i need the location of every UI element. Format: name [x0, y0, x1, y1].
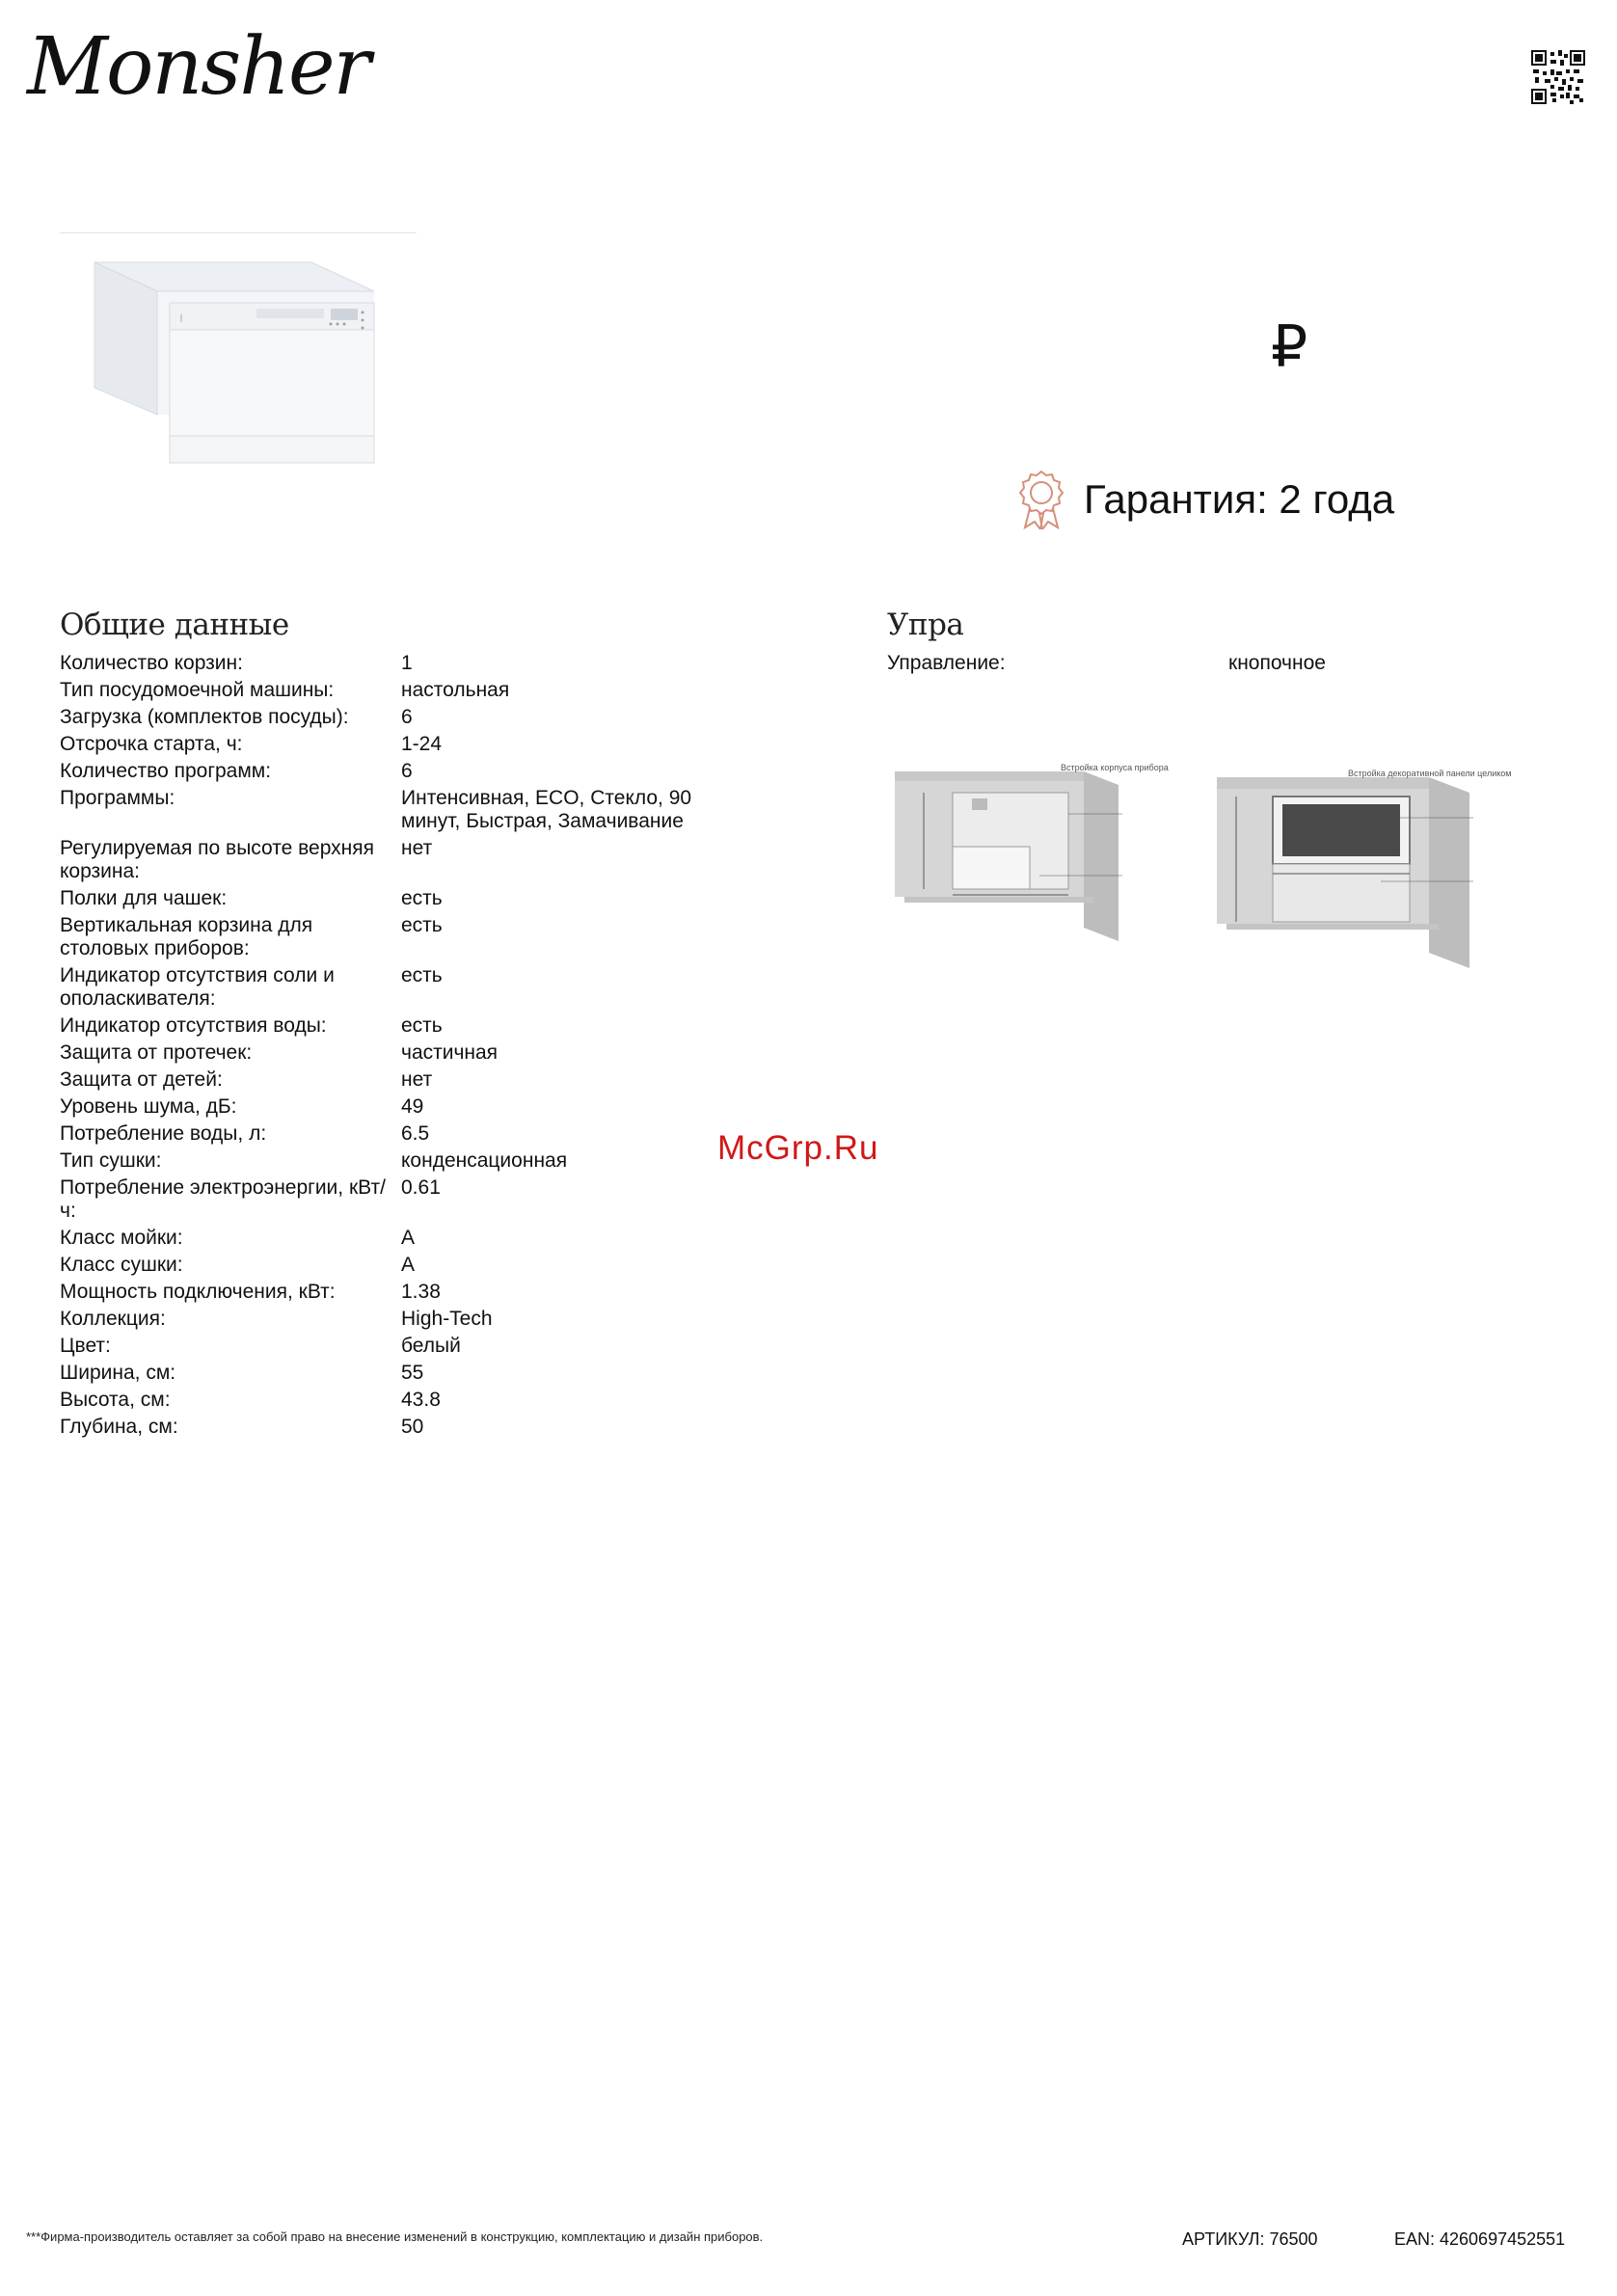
spec-value: 6 — [401, 706, 413, 728]
installation-diagram-panel — [1217, 770, 1545, 968]
spec-value: 55 — [401, 1362, 424, 1384]
spec-row — [60, 1227, 735, 1250]
spec-label: Класс мойки: — [60, 1227, 183, 1249]
spec-label: Потребление воды, л: — [60, 1122, 267, 1145]
spec-label: Высота, см: — [60, 1389, 171, 1411]
spec-label: Тип посудомоечной машины: — [60, 679, 335, 701]
spec-row — [60, 1014, 735, 1038]
spec-value: частичная — [401, 1041, 499, 1064]
price-currency-symbol: ₽ — [1271, 314, 1308, 379]
spec-label: Цвет: — [60, 1335, 111, 1357]
control-specs-table — [887, 652, 1562, 679]
photo-top-divider — [60, 232, 417, 233]
spec-row — [60, 1068, 735, 1092]
control-section-title: Упра — [887, 608, 964, 642]
control-spec-label: Управление: — [887, 652, 1006, 674]
spec-label: Тип сушки: — [60, 1149, 162, 1172]
spec-value: 1.38 — [401, 1281, 441, 1303]
product-photo — [85, 253, 393, 500]
installation-diagram-body — [895, 764, 1184, 941]
spec-row — [60, 1122, 735, 1146]
spec-row — [60, 837, 735, 883]
spec-label: Класс сушки: — [60, 1254, 183, 1276]
spec-label: Потребление электроэнергии, кВт/ч: — [60, 1176, 386, 1222]
spec-label: Загрузка (комплектов посуды): — [60, 706, 349, 728]
watermark-text: McGrp.Ru — [717, 1129, 879, 1167]
qr-code-icon — [1531, 50, 1585, 104]
spec-row — [60, 1335, 735, 1358]
brand-logo: Monsher — [27, 21, 369, 113]
spec-value: 49 — [401, 1095, 424, 1118]
control-spec-row — [887, 652, 1562, 675]
spec-row — [60, 1362, 735, 1385]
spec-label: Уровень шума, дБ: — [60, 1095, 237, 1118]
footer-sku: АРТИКУЛ: 76500 — [1182, 2229, 1318, 2249]
spec-value: A — [401, 1254, 416, 1276]
diagram2-title: Встройка декоративной панели целиком — [1348, 770, 1512, 778]
spec-value: 43.8 — [401, 1389, 441, 1411]
spec-label: Индикатор отсутствия воды: — [60, 1014, 327, 1037]
spec-row — [60, 787, 735, 833]
footer-disclaimer: ***Фирма-производитель оставляет за собой право на внесение изменений в конструкцию, комплектацию и дизайн приборов. — [26, 2229, 764, 2244]
spec-value: есть — [401, 964, 443, 986]
spec-row — [60, 1095, 735, 1119]
spec-label: Защита от протечек: — [60, 1041, 253, 1064]
spec-label: Регулируемая по высоте верхняя корзина: — [60, 837, 375, 882]
spec-value: настольная — [401, 679, 510, 701]
spec-value: есть — [401, 1014, 443, 1037]
spec-label: Количество программ: — [60, 760, 272, 782]
diagram1-title: Встройка корпуса прибора — [1061, 764, 1169, 772]
general-section-title: Общие данные — [60, 608, 289, 642]
spec-value: 0.61 — [401, 1176, 441, 1199]
spec-label: Количество корзин: — [60, 652, 243, 674]
control-spec-value: кнопочное — [1228, 652, 1326, 674]
spec-value: 6.5 — [401, 1122, 430, 1145]
spec-value: 50 — [401, 1416, 424, 1438]
spec-label: Мощность подключения, кВт: — [60, 1281, 336, 1303]
spec-row — [60, 706, 735, 729]
spec-value: конденсационная — [401, 1149, 568, 1172]
spec-row — [60, 1308, 735, 1331]
spec-label: Программы: — [60, 787, 175, 809]
spec-label: Полки для чашек: — [60, 887, 228, 909]
spec-value: A — [401, 1227, 416, 1249]
spec-label: Ширина, см: — [60, 1362, 176, 1384]
spec-row — [60, 1281, 735, 1304]
spec-value: Интенсивная, ECO, Стекло, 90 минут, Быстрая, Замачивание — [401, 787, 692, 832]
spec-row — [60, 1389, 735, 1412]
spec-label: Индикатор отсутствия соли и ополаскивателя: — [60, 964, 335, 1010]
spec-value: нет — [401, 837, 433, 859]
general-specs-table — [60, 652, 735, 1443]
spec-value: есть — [401, 887, 443, 909]
warranty-badge-icon — [1017, 470, 1065, 529]
spec-value: белый — [401, 1335, 461, 1357]
spec-row — [60, 1254, 735, 1277]
spec-value: есть — [401, 914, 443, 936]
spec-row — [60, 964, 735, 1011]
spec-row — [60, 887, 735, 910]
spec-value: 6 — [401, 760, 413, 782]
spec-value: 1 — [401, 652, 413, 674]
spec-row — [60, 1176, 735, 1223]
spec-row — [60, 679, 735, 702]
spec-label: Вертикальная корзина для столовых приборов: — [60, 914, 313, 959]
spec-label: Защита от детей: — [60, 1068, 223, 1091]
spec-label: Коллекция: — [60, 1308, 166, 1330]
footer-ean: EAN: 4260697452551 — [1394, 2229, 1566, 2249]
warranty-text: Гарантия: 2 года — [1084, 476, 1395, 522]
spec-row — [60, 733, 735, 756]
spec-value: нет — [401, 1068, 433, 1091]
spec-row — [60, 1416, 735, 1439]
spec-row — [60, 652, 735, 675]
spec-row — [60, 1041, 735, 1065]
spec-value: High-Tech — [401, 1308, 493, 1330]
spec-row — [60, 914, 735, 960]
spec-row — [60, 760, 735, 783]
spec-label: Отсрочка старта, ч: — [60, 733, 243, 755]
spec-value: 1-24 — [401, 733, 443, 755]
spec-row — [60, 1149, 735, 1173]
spec-label: Глубина, см: — [60, 1416, 178, 1438]
